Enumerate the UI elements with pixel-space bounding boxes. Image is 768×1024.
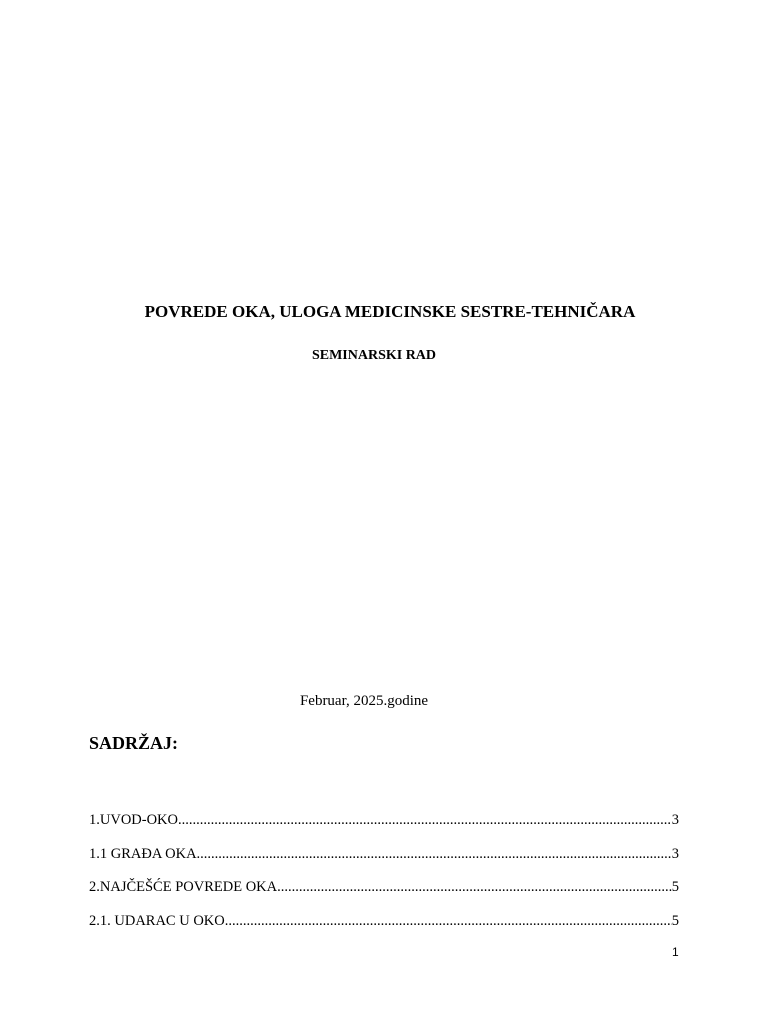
table-of-contents: [89, 811, 679, 945]
toc-entry-label: 2.1. UDARAC U OKO: [89, 912, 225, 929]
toc-entry[interactable]: [89, 878, 679, 912]
toc-entry-label: 1.1 GRAĐA OKA: [89, 845, 197, 862]
toc-entry-page: 5: [671, 879, 679, 895]
toc-leader-dots: [178, 811, 672, 829]
document-subtitle: SEMINARSKI RAD: [311, 348, 437, 363]
page-number: 1: [672, 945, 679, 959]
toc-entry[interactable]: [89, 811, 679, 845]
toc-heading: SADRŽAJ:: [89, 733, 179, 753]
toc-entry-label: 2.NAJČEŠĆE POVREDE OKA: [89, 879, 278, 895]
toc-leader-dots: [197, 845, 672, 863]
toc-entry-page: 3: [671, 812, 679, 828]
toc-leader-dots: [225, 912, 672, 930]
toc-entry[interactable]: [89, 912, 679, 946]
document-title: POVREDE OKA, ULOGA MEDICINSKE SESTRE-TEHNIČARA: [144, 302, 636, 321]
document-date: Februar, 2025.godine: [299, 693, 429, 709]
toc-leader-dots: [277, 878, 672, 896]
toc-entry[interactable]: [89, 845, 679, 879]
toc-entry-label: 1.UVOD-OKO: [89, 812, 179, 828]
toc-entry-page: 5: [671, 912, 679, 929]
toc-entry-page: 3: [671, 845, 679, 862]
